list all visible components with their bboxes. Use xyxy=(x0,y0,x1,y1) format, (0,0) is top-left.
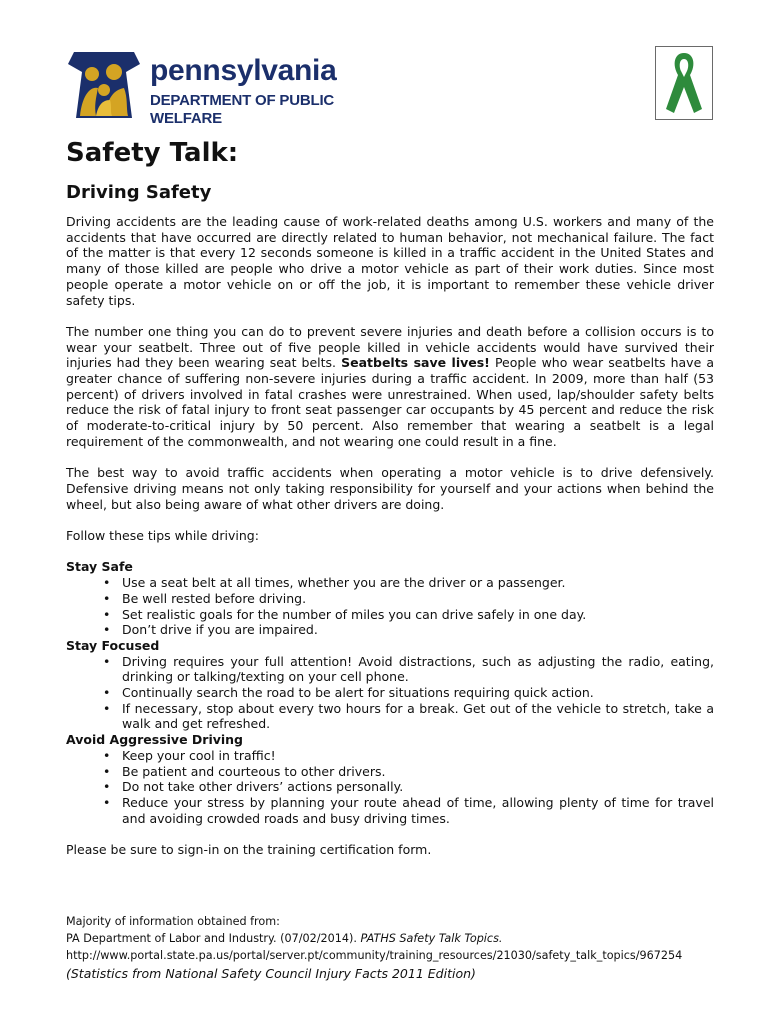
defensive-driving-paragraph: The best way to avoid traffic accidents when operating a motor vehicle is to drive defensively. Defensive driving means not only taking responsibility for yourself and your actions when behind the wheel, but also being aware of what other drivers are doing. xyxy=(66,465,714,512)
page-subtitle: Driving Safety xyxy=(66,182,212,203)
logo-department: DEPARTMENT OF PUBLIC WELFARE xyxy=(150,92,335,127)
tips-section-stay-safe xyxy=(66,559,714,638)
section-heading: Stay Safe xyxy=(66,559,133,575)
tip-item: • Use a seat belt at all times, whether you are the driver or a passenger. xyxy=(66,575,714,591)
pa-dpw-logo xyxy=(66,50,396,127)
tip-item: • Do not take other drivers’ actions personally. xyxy=(66,779,714,795)
section-heading: Stay Focused xyxy=(66,637,160,653)
seatbelt-text-a: The number one thing you can do to prevent severe injuries and death before a collision occurs is to wear your seatbelt. Three out of five people killed in vehicle accidents would have survived their injuries had they been wearing seat belts. xyxy=(66,323,714,371)
closing-note: Please be sure to sign-in on the training certification form. xyxy=(66,842,432,858)
citation-title: PATHS Safety Talk Topics. xyxy=(360,932,503,945)
body-text xyxy=(66,214,714,873)
source-footer xyxy=(66,913,736,982)
section-heading: Avoid Aggressive Driving xyxy=(66,732,244,748)
tip-item: • Keep your cool in traffic! xyxy=(66,748,714,764)
seatbelt-text-b: People who wear seatbelts have a greater chance of suffering non-severe injuries during a traffic accident. In 2009, more than half (53 percent) of drivers involved in fatal crashes were unrestrained. When used, lap/shoulder safety belts reduce the risk of fatal injury to front seat passenger car occupants by 45 percent and reduce the risk of moderate-to-critical injury by 50 percent. Also remember that wearing a seatbelt is a legal requirement of the commonwealth, and not wearing one could result in a fine. xyxy=(66,355,714,449)
ribbon-badge xyxy=(655,46,713,120)
source-intro: Majority of information obtained from: xyxy=(66,915,280,928)
tips-intro: Follow these tips while driving: xyxy=(66,528,259,544)
seatbelt-emphasis: Seatbelts save lives! xyxy=(341,355,490,371)
tip-item: • Set realistic goals for the number of miles you can drive safely in one day. xyxy=(66,607,714,623)
tip-item: • Continually search the road to be alert for situations requiring quick action. xyxy=(66,685,714,701)
tip-item: • Driving requires your full attention! Avoid distractions, such as adjusting the radio, eating, drinking or talking/texting on your cell phone. xyxy=(66,654,714,685)
tip-item: • Be well rested before driving. xyxy=(66,591,714,607)
citation-text: PA Department of Labor and Industry. (07/02/2014). xyxy=(66,932,361,945)
tips-list xyxy=(66,654,714,733)
keystone-logo-icon xyxy=(66,50,142,120)
statistics-source: (Statistics from National Safety Council Injury Facts 2011 Edition) xyxy=(66,966,476,981)
source-url: http://www.portal.state.pa.us/portal/server.pt/community/training_resources/21030/safety_talk_topics/967254 xyxy=(66,949,683,962)
tips-list xyxy=(66,748,714,827)
logo-name: pennsylvania xyxy=(150,54,337,87)
tips-list xyxy=(66,575,714,638)
source-citation xyxy=(66,930,736,947)
seatbelt-paragraph xyxy=(66,324,714,450)
intro-paragraph: Driving accidents are the leading cause of work-related deaths among U.S. workers and many of the accidents that have occurred are directly related to human behavior, not mechanical failure. The fact of the matter is that every 12 seconds someone is killed in a traffic accident in the United States and many of those killed are people who drive a motor vehicle as part of their work duties. Since most people operate a motor vehicle on or off the job, it is important to remember these vehicle driver safety tips. xyxy=(66,214,714,308)
awareness-ribbon-icon xyxy=(656,47,712,119)
tip-item: • Reduce your stress by planning your route ahead of time, allowing plenty of time for travel and avoiding crowded roads and busy driving times. xyxy=(66,795,714,826)
page-title: Safety Talk: xyxy=(66,138,239,168)
tip-item: • If necessary, stop about every two hours for a break. Get out of the vehicle to stretch, take a walk and get refreshed. xyxy=(66,701,714,732)
tips-section-stay-focused xyxy=(66,638,714,732)
tips-section-avoid-aggressive xyxy=(66,732,714,826)
tip-item: • Be patient and courteous to other drivers. xyxy=(66,764,714,780)
tip-item: • Don’t drive if you are impaired. xyxy=(66,622,714,638)
